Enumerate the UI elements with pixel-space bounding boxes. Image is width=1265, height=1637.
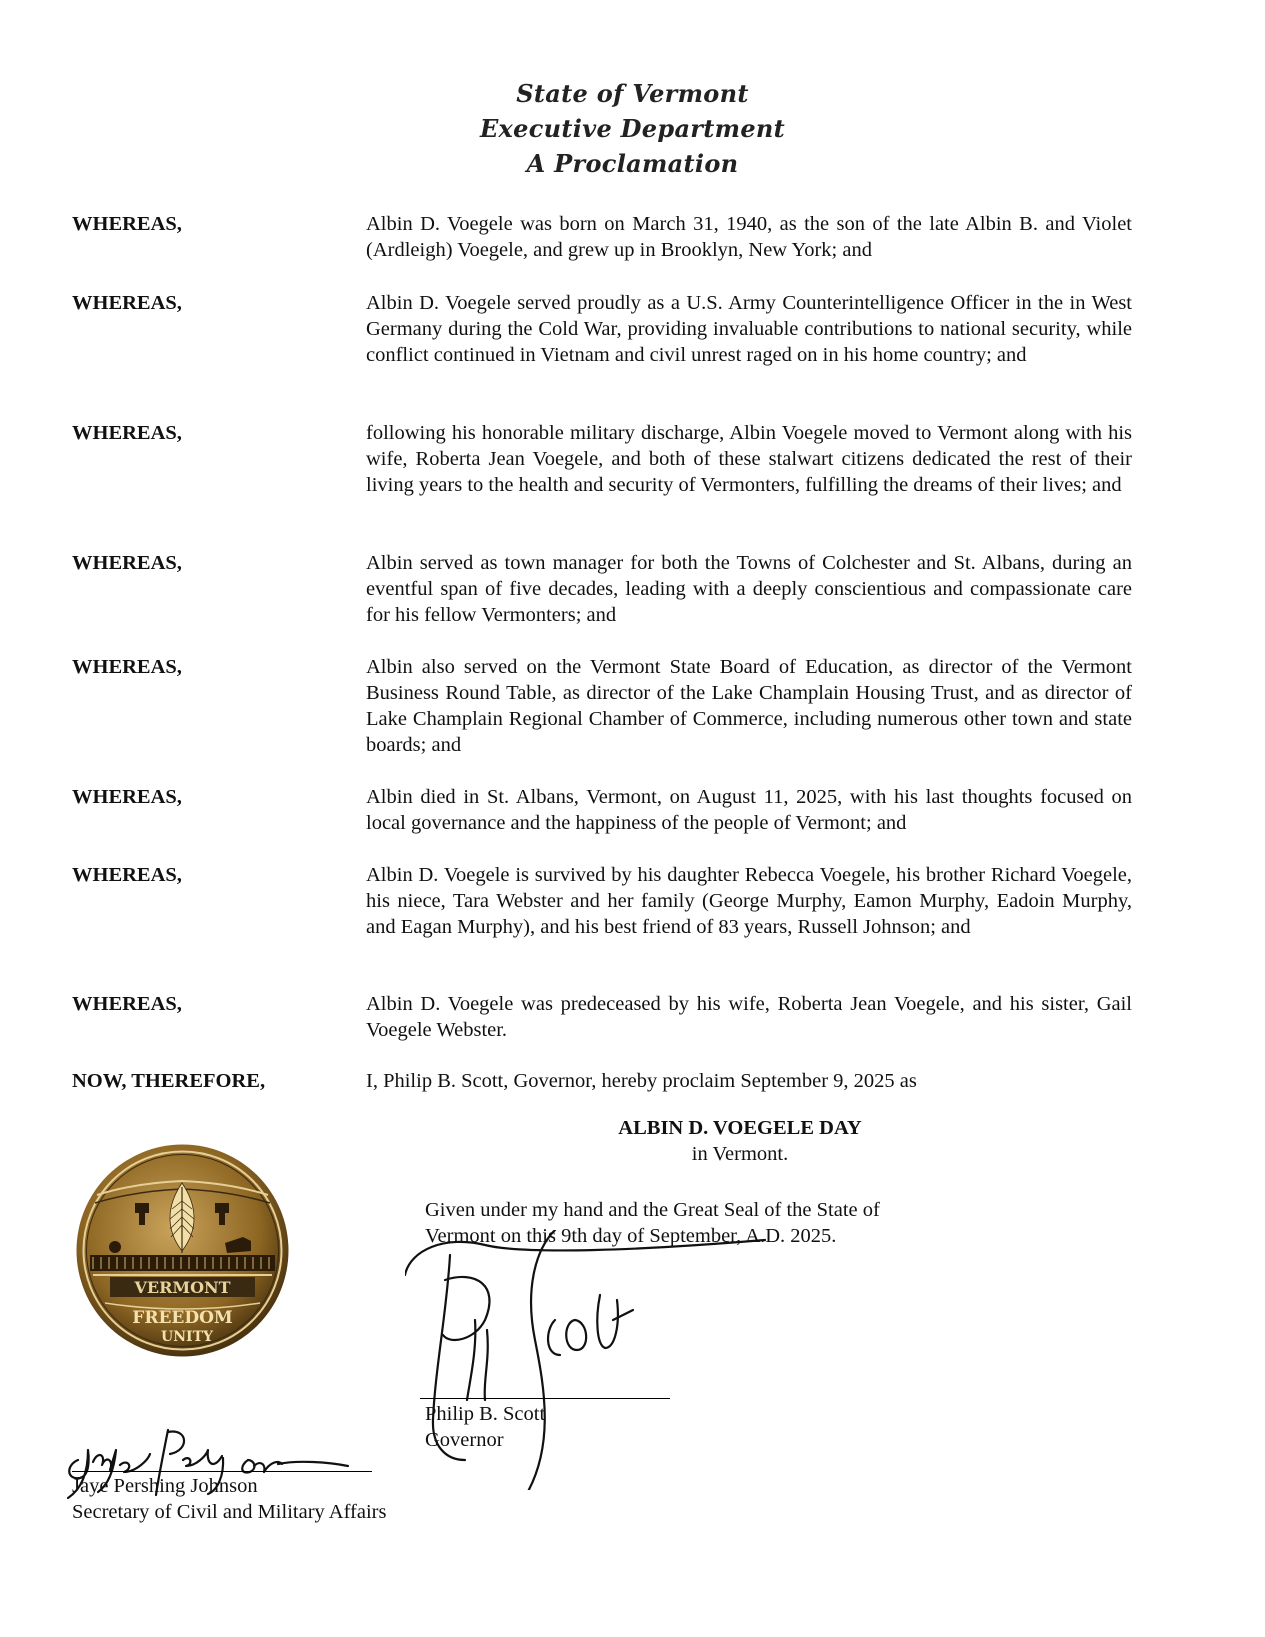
clause-label: WHEREAS, bbox=[72, 213, 182, 235]
clause-text: Albin died in St. Albans, Vermont, on August 11, 2025, with his last thoughts focused on local governance and the happiness of the people of Vermont; and bbox=[366, 786, 1132, 834]
governor-name: Philip B. Scott bbox=[425, 1403, 546, 1425]
clause-label: WHEREAS, bbox=[72, 292, 182, 314]
governor-block bbox=[425, 1401, 545, 1453]
governor-signature-line bbox=[420, 1398, 670, 1399]
seal-text-top: VERMONT bbox=[134, 1278, 231, 1297]
secretary-block bbox=[72, 1473, 386, 1525]
header-proclamation: A Proclamation bbox=[526, 149, 739, 178]
clause-text: Albin D. Voegele is survived by his daughter Rebecca Voegele, his brother Richard Voegele, his niece, Tara Webster and her family (George Murphy, Eamon Murphy, Eadoin Murphy, and Eagan Murphy), and his best friend of 83 years, Russell Johnson; and bbox=[366, 864, 1132, 938]
secretary-title: Secretary of Civil and Military Affairs bbox=[72, 1501, 387, 1523]
clause-label: NOW, THEREFORE, bbox=[72, 1070, 266, 1092]
clause-text: I, Philip B. Scott, Governor, hereby proclaim September 9, 2025 as bbox=[366, 1070, 917, 1092]
seal-text-mid: FREEDOM bbox=[132, 1308, 233, 1328]
proclaimed-day bbox=[560, 1115, 920, 1167]
clause-text: Albin served as town manager for both the Towns of Colchester and St. Albans, during an eventful span of five decades, leading with a deeply conscientious and compassionate care for his fellow Vermonters; and bbox=[366, 552, 1132, 626]
header-state: State of Vermont bbox=[516, 79, 749, 108]
document-header bbox=[0, 76, 1265, 181]
clause-text: following his honorable military discharge, Albin Voegele moved to Vermont along with his wife, Roberta Jean Voegele, and both of these stalwart citizens dedicated the rest of their living years to the health and security of Vermonters, fulfilling the dreams of their lives; and bbox=[366, 422, 1132, 496]
clause-label: WHEREAS, bbox=[72, 552, 182, 574]
given-line-1: Given under my hand and the Great Seal of the State of bbox=[425, 1199, 880, 1221]
day-name: ALBIN D. VOEGELE DAY bbox=[618, 1117, 862, 1139]
clause-text: Albin D. Voegele was born on March 31, 1940, as the son of the late Albin B. and Violet (Ardleigh) Voegele, and grew up in Brooklyn, New York; and bbox=[366, 213, 1132, 261]
header-department: Executive Department bbox=[479, 114, 786, 143]
clause-text: Albin D. Voegele served proudly as a U.S. Army Counterintelligence Officer in the in West Germany during the Cold War, providing invaluable contributions to national security, while conflict continued in Vietnam and civil unrest raged on in his home country; and bbox=[366, 292, 1132, 366]
secretary-signature-line bbox=[72, 1471, 372, 1472]
governor-title: Governor bbox=[425, 1429, 504, 1451]
clause-label: WHEREAS, bbox=[72, 422, 182, 444]
seal-text-bottom: UNITY bbox=[161, 1329, 213, 1345]
clause-label: WHEREAS, bbox=[72, 993, 182, 1015]
clause-label: WHEREAS, bbox=[72, 656, 182, 678]
clause-label: WHEREAS, bbox=[72, 864, 182, 886]
clause-text: Albin also served on the Vermont State Board of Education, as director of the Vermont Business Round Table, as director of the Lake Champlain Housing Trust, and as director of Lake Champlain Regional Chamber of Commerce, including numerous other town and state boards; and bbox=[366, 656, 1132, 756]
clause-text: Albin D. Voegele was predeceased by his wife, Roberta Jean Voegele, and his sister, Gail Voegele Webster. bbox=[366, 993, 1132, 1041]
vermont-seal-icon bbox=[75, 1143, 290, 1358]
day-location: in Vermont. bbox=[691, 1143, 789, 1165]
given-line-2: Vermont on this 9th day of September, A.D. 2025. bbox=[425, 1225, 837, 1247]
secretary-name: Jaye Pershing Johnson bbox=[72, 1475, 258, 1497]
clause-label: WHEREAS, bbox=[72, 786, 182, 808]
